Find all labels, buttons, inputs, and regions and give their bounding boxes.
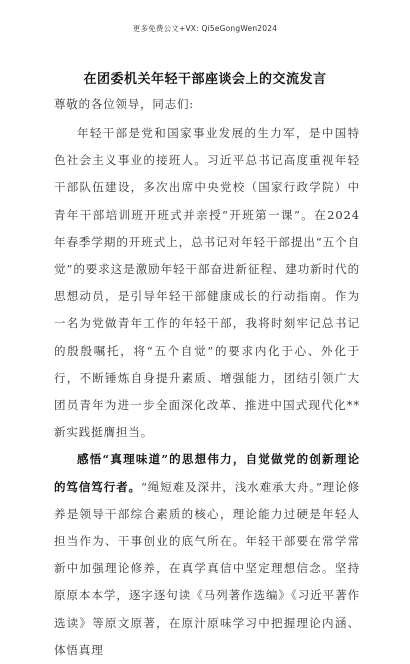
paragraph-1: 年轻干部是党和国家事业发展的生力军，是中国特色社会主义事业的接班人。习近平总书记高度重视年轻干部队伍建设，多次出席中央党校（国家行政学院）中青年干部培训班开班式并亲授“开班第一课”。在2024年春季学期的开班式上，总书记对年轻干部提出“五个自觉”的要求这是激励年轻干部奋进新征程、建功新时代的思想动员，是引导年轻干部健康成长的行动指南。作为一名为党做青年工作的年轻干部，我将时刻牢记总书记的殷殷嘱托，将“五个自觉”的要求内化于心、外化于行，不断锤炼自身提升素质、增强能力，团结引领广大团员青年为进一步全面深化改革、推进中国式现代化**新实践挺膺担当。 (54, 126, 360, 440)
paragraph-2 (54, 446, 360, 664)
salutation: 尊敬的各位领导，同志们: (54, 97, 194, 111)
document-title: 在团委机关年轻干部座谈会上的交流发言 (83, 72, 327, 87)
watermark-banner: 更多免费公文+VX: Qi5eGongWen2024 (132, 24, 278, 33)
document-body (54, 120, 360, 664)
paragraph-2-text: “绳短难及深井，浅水难承大舟。”理论修养是领导干部综合素质的核心，理论能力过硬是年轻人担当作为、干事创业的底气所在。年轻干部要在常学常新中加强理论修养，在真学真信中坚定理想信念。坚持原原本本学，逐字逐句读《马列著作选编》《习近平著作选读》等原文原著，在原汁原味学习中把握理论内涵、体悟真理 (54, 479, 360, 657)
paragraph-2-heading: 感悟“真理味道”的思想伟力，自觉做党的创新理论的笃信笃行者。 (54, 452, 360, 494)
